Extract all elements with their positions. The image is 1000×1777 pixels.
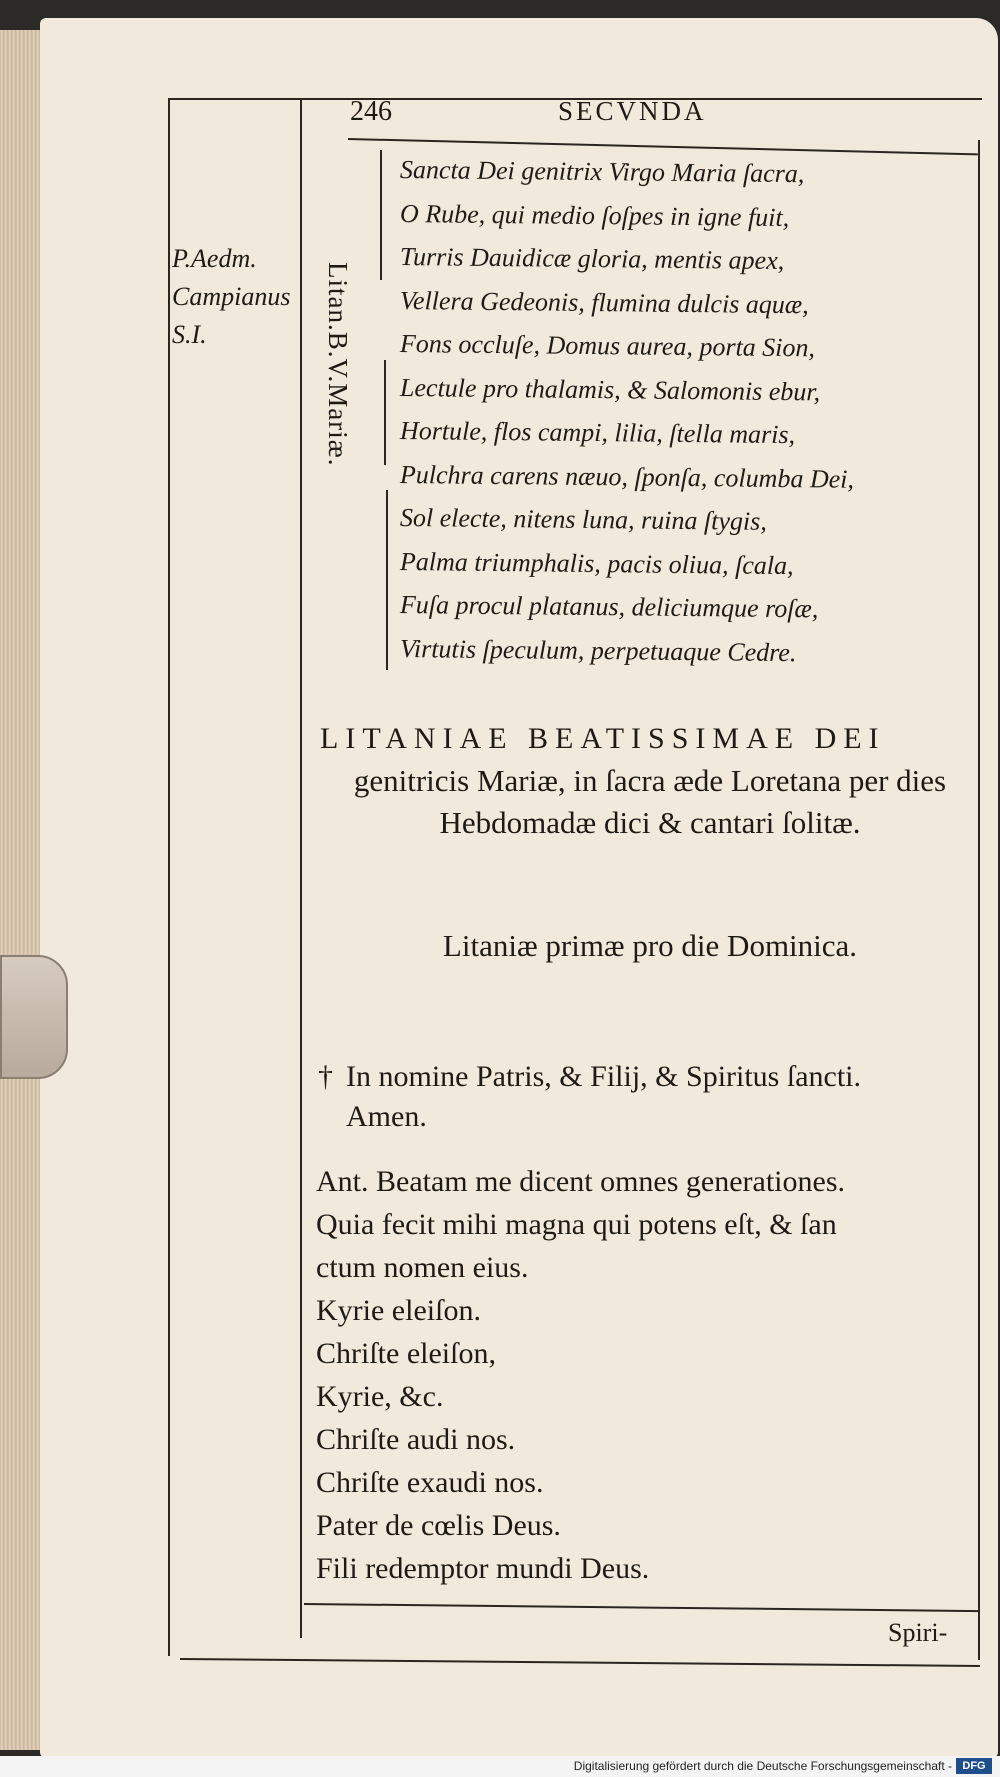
invocation (318, 1057, 861, 1137)
poem-line: O Rube, qui medio ſoſpes in igne fuit, (399, 198, 790, 232)
poem (400, 148, 854, 670)
poem-line: Virtutis ſpeculum, perpetuaque Cedre. (399, 633, 797, 667)
book-clip (0, 955, 68, 1079)
poem-line: Fons occluſe, Domus aurea, porta Sion, (399, 329, 816, 363)
poem-brace (386, 490, 388, 670)
author-line: S.I. (172, 320, 207, 349)
litany-line: ctum nomen eius. (316, 1251, 529, 1284)
poem-line: Hortule, flos campi, lilia, ſtella maris, (399, 416, 796, 450)
litany-line: Pater de cœlis Deus. (316, 1509, 561, 1542)
inner-margin-rule (300, 98, 302, 1638)
poem-line: Vellera Gedeonis, flumina dulcis aquæ, (399, 285, 809, 319)
litany-line: Kyrie eleiſon. (316, 1294, 481, 1327)
litany-line: Chriſte exaudi nos. (316, 1466, 544, 1499)
litany-line: Chriſte eleiſon, (316, 1337, 496, 1370)
page-number: 246 (350, 96, 392, 127)
dfg-logo: DFG (956, 1758, 992, 1774)
poem-line: Pulchra carens næuo, ſponſa, columba Dei, (399, 459, 855, 494)
side-title: Litan.B.V.Mariæ. (323, 262, 353, 467)
litany-title: LITANIAE BEATISSIMAE DEI (320, 722, 886, 755)
litany-line: Kyrie, &c. (316, 1380, 444, 1413)
litany-title-continued: genitricis Mariæ, in ſacra æde Loretana per dies Hebdomadæ dici & cantari ſolitæ. (353, 763, 947, 840)
litany-text (316, 1160, 845, 1590)
litany-line: Fili redemptor mundi Deus. (316, 1552, 650, 1585)
catchword: Spiri- (888, 1618, 948, 1647)
litany-line: Quia fecit mihi magna qui potens eſt, & ſan (316, 1208, 837, 1241)
invocation-line: Amen. (346, 1100, 427, 1133)
litany-line: Ant. Beatam me dicent omnes generationes. (316, 1165, 845, 1198)
running-head: SECVNDA (558, 96, 707, 126)
poem-line: Palma triumphalis, pacis oliua, ſcala, (399, 546, 794, 580)
poem-line: Turris Dauidicæ gloria, mentis apex, (399, 242, 785, 276)
invocation-line: In nomine Patris, & Filij, & Spiritus ſancti. (346, 1060, 861, 1093)
poem-line: Lectule pro thalamis, & Salomonis ebur, (399, 372, 821, 406)
poem-line: Sancta Dei genitrix Virgo Maria ſacra, (399, 155, 805, 189)
poem-brace (380, 150, 382, 280)
poem-brace (384, 360, 386, 465)
poem-line: Fuſa procul platanus, deliciumque roſæ, (399, 590, 819, 624)
author-line: Campianus (172, 282, 291, 311)
footer-credit: Digitalisierung gefördert durch die Deutsche Forschungsgemeinschaft - (573, 1759, 952, 1773)
poem-line: Sol electe, nitens luna, ruina ſtygis, (399, 503, 767, 536)
frame-right-rule (978, 140, 980, 1660)
author-line: P.Aedm. (172, 244, 257, 273)
cross-icon: † (318, 1060, 333, 1093)
author-note (172, 240, 290, 354)
litany-line: Chriſte audi nos. (316, 1423, 516, 1456)
litany-subtitle: Litaniæ primæ pro die Dominica. (442, 928, 858, 963)
